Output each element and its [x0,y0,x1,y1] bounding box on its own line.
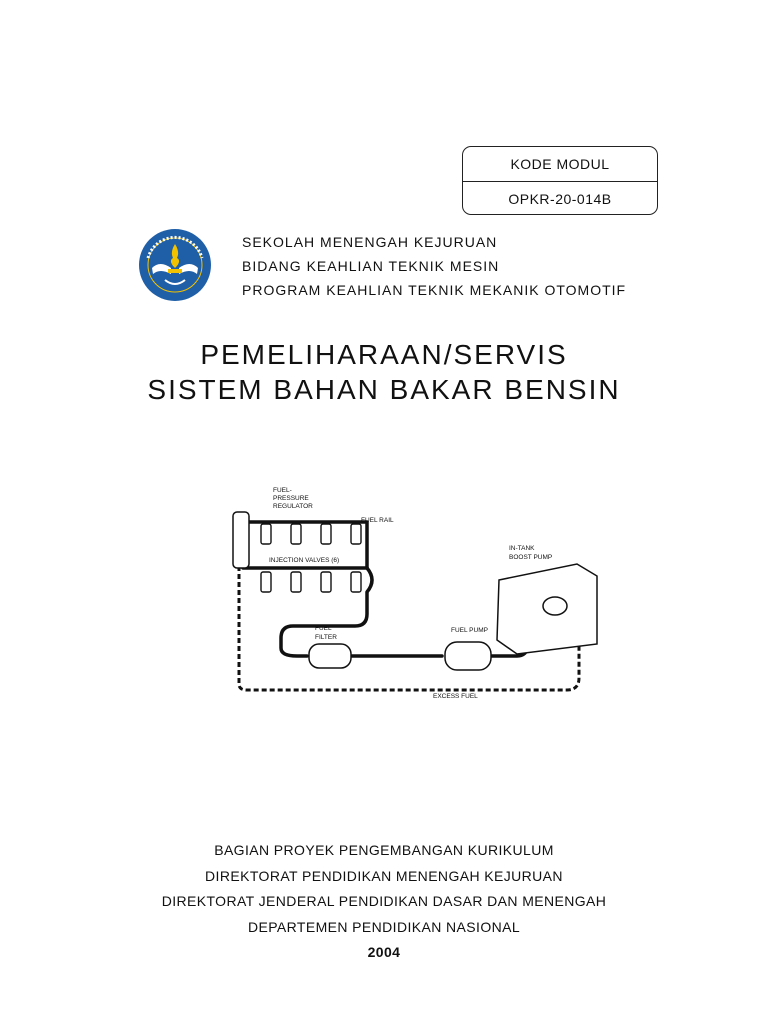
school-line-1: SEKOLAH MENENGAH KEJURUAN [242,234,498,250]
label-regulator-3: REGULATOR [273,503,313,510]
title-line-2: SISTEM BAHAN BAKAR BENSIN [147,374,621,405]
footer-line-2: DIREKTORAT PENDIDIKAN MENENGAH KEJURUAN [205,867,563,884]
label-boost-pump-2: BOOST PUMP [509,554,553,561]
label-regulator-1: FUEL- [273,487,292,494]
module-code-box [462,146,658,215]
footer-line-1: BAGIAN PROYEK PENGEMBANGAN KURIKULUM [214,842,554,858]
pressure-regulator [233,512,249,568]
label-fuel-pump: FUEL PUMP [451,627,488,634]
school-line-3: PROGRAM KEAHLIAN TEKNIK MEKANIK OTOMOTIF [242,282,627,298]
label-fuel-filter-2: FILTER [315,634,337,641]
label-fuel-filter-1: FUEL [315,625,332,632]
label-excess-fuel: EXCESS FUEL [433,693,478,700]
school-line-2: BIDANG KEAHLIAN TEKNIK MESIN [242,258,500,274]
label-boost-pump-1: IN-TANK [509,545,535,552]
label-injection-valves: INJECTION VALVES (6) [269,557,340,564]
footer-line-4: DEPARTEMEN PENDIDIKAN NASIONAL [247,918,521,935]
fuel-filter [309,644,351,668]
label-fuel-rail: FUEL RAIL [361,517,394,524]
boost-pump [543,597,567,615]
fuel-system-diagram [217,484,601,708]
title-line-1: PEMELIHARAAN/SERVIS [200,339,568,370]
fuel-pump [445,642,491,670]
school-info [242,230,626,302]
label-regulator-2: PRESSURE [273,495,309,502]
module-code-value: OPKR-20-014B [463,181,657,216]
tut-wuri-handayani-logo [138,228,212,302]
publication-year: 2004 [367,944,401,960]
footer-line-3: DIREKTORAT JENDERAL PENDIDIKAN DASAR DAN MENENGAH [161,893,607,909]
footer-institution [0,838,768,966]
document-title [0,337,768,407]
module-code-label: KODE MODUL [510,156,610,172]
